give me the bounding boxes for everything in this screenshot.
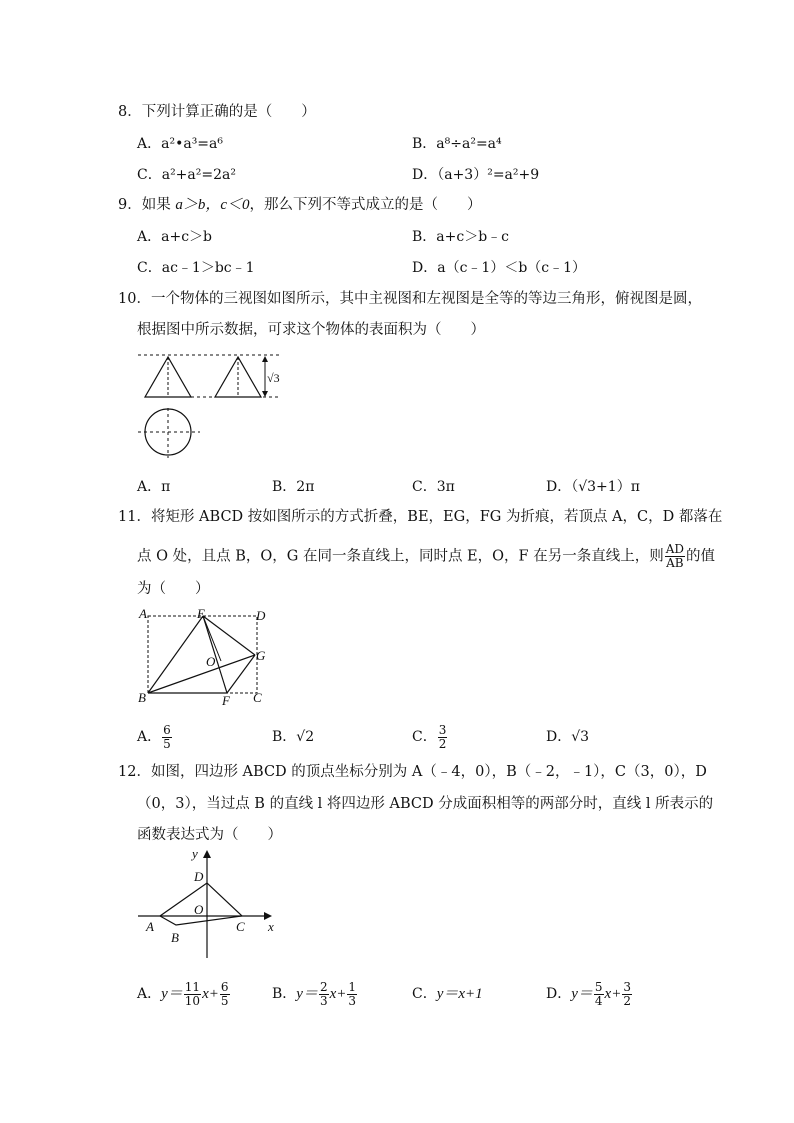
q12-option-d[interactable]: D．y＝ $\frac{5}{4}$ x+ $\frac{3}{2}$ (546, 979, 631, 1008)
q11-fold-figure (134, 606, 274, 706)
q11-option-b[interactable]: B．√2 (272, 729, 315, 745)
q9-stem: 9．如果 a＞b，c＜0，那么下列不等式成立的是（ ） (118, 197, 482, 213)
q9-option-c[interactable]: C．ac﹣1＞bc﹣1 (137, 260, 255, 276)
q8-option-a-text: a²•a³=a⁶ (161, 136, 223, 152)
q9-option-c-text: ac﹣1＞bc﹣1 (161, 260, 255, 276)
label-e: E (197, 606, 205, 621)
q10-option-c-text: 3π (436, 479, 455, 495)
q12-line2: （0，3），当过点 B 的直线 l 将四边形 ABCD 分成面积相等的两部分时，直线 l 所表示的 (137, 796, 714, 812)
segment-bg (148, 655, 255, 693)
q8-option-a[interactable]: A．a²•a³=a⁶ (137, 136, 223, 152)
q11-line2: 点 O 处，且点 B，O，G 在同一条直线上，同时点 E，O，F 在另一条直线上，则 $\frac{AD}{AB}$ 的值 (137, 542, 715, 570)
q11-option-d[interactable]: D．√3 (546, 729, 590, 745)
label-b: B (171, 930, 179, 945)
label-x: x (268, 919, 274, 934)
q9-option-a[interactable]: A．a+c＞b (137, 229, 213, 245)
q11-ratio-fraction: $\frac{AD}{AB}$ (665, 542, 684, 570)
q12-line3: 函数表达式为（ ） (137, 827, 282, 843)
q10-option-a-text: π (161, 479, 171, 495)
height-arrow-bottom (262, 391, 268, 397)
q12-option-c[interactable]: C．y＝x+1 (412, 986, 483, 1002)
q10-option-a[interactable]: A．π (137, 479, 171, 495)
q12-line1: 12．如图，四边形 ABCD 的顶点坐标分别为 A（﹣4，0），B（﹣2，﹣1），C（3，0），D (118, 764, 707, 780)
q10-option-d[interactable]: D．（√3+1）π (546, 479, 640, 495)
height-label: √3 (267, 371, 280, 385)
q12-option-b[interactable]: B．y＝ $\frac{2}{3}$ x+ $\frac{1}{3}$ (272, 979, 357, 1008)
q11-option-c[interactable]: C． $\frac{3}{2}$ (412, 722, 447, 751)
q9-option-d[interactable]: D．a（c﹣1）＜b（c﹣1） (412, 260, 587, 276)
label-o: O (194, 902, 204, 917)
label-o: O (206, 654, 216, 669)
label-b: B (138, 690, 146, 705)
q10-three-view-figure (130, 348, 290, 466)
height-arrow-top (262, 356, 268, 362)
label-d: D (194, 869, 204, 884)
q11-option-b-text: √2 (296, 729, 315, 745)
q12-option-c-text: y＝x+1 (436, 986, 483, 1002)
q11-option-d-text: √3 (571, 729, 590, 745)
q8-stem: 8．下列计算正确的是（ ） (118, 104, 316, 120)
q10-option-b[interactable]: B．2π (272, 479, 315, 495)
q8-option-d[interactable]: D．（a+3）²=a²+9 (412, 167, 540, 183)
q9-option-a-text: a+c＞b (161, 229, 213, 245)
q12-coordinate-figure (134, 846, 284, 966)
q11-option-a-fraction: $\frac{6}{5}$ (163, 722, 171, 751)
q10-option-d-text: （√3+1）π (571, 479, 640, 495)
label-c: C (236, 919, 245, 934)
q9-condition: a＞b，c＜0 (175, 197, 250, 213)
q9-option-d-text: a（c﹣1）＜b（c﹣1） (437, 260, 587, 276)
q10-option-b-text: 2π (296, 479, 315, 495)
q8-option-d-text: （a+3）²=a²+9 (437, 167, 540, 183)
label-g: G (256, 648, 266, 663)
q9-option-b-text: a+c＞b﹣c (436, 229, 510, 245)
q11-option-a[interactable]: A． $\frac{6}{5}$ (137, 722, 171, 751)
y-axis-arrow (203, 850, 211, 858)
q12-option-a[interactable]: A．y＝ $\frac{11}{10}$ x+ $\frac{6}{5}$ (137, 979, 229, 1008)
q8-option-c-text: a²+a²=2a² (161, 167, 236, 183)
q10-line1: 10．一个物体的三视图如图所示，其中主视图和左视图是全等的等边三角形，俯视图是圆， (118, 291, 702, 307)
q10-line2: 根据图中所示数据，可求这个物体的表面积为（ ） (137, 322, 485, 338)
rectangle-abcd (148, 616, 257, 693)
crease-be (148, 616, 203, 693)
label-c: C (253, 690, 262, 705)
label-d: D (256, 608, 266, 623)
label-a: A (139, 606, 147, 621)
label-f: F (222, 693, 230, 708)
q10-option-c[interactable]: C．3π (412, 479, 455, 495)
q9-option-b[interactable]: B．a+c＞b﹣c (412, 229, 510, 245)
q11-line1: 11．将矩形 ABCD 按如图所示的方式折叠，BE，EG，FG 为折痕，若顶点 A，C，D 都落在 (118, 509, 723, 525)
q11-line3: 为（ ） (137, 581, 210, 597)
label-y: y (192, 846, 198, 861)
q8-option-b-text: a⁸÷a²=a⁴ (436, 136, 502, 152)
crease-fg (227, 655, 255, 693)
q11-option-c-fraction: $\frac{3}{2}$ (438, 722, 447, 751)
q8-option-b[interactable]: B．a⁸÷a²=a⁴ (412, 136, 502, 152)
q8-option-c[interactable]: C．a²+a²=2a² (137, 167, 236, 183)
label-a: A (146, 919, 154, 934)
